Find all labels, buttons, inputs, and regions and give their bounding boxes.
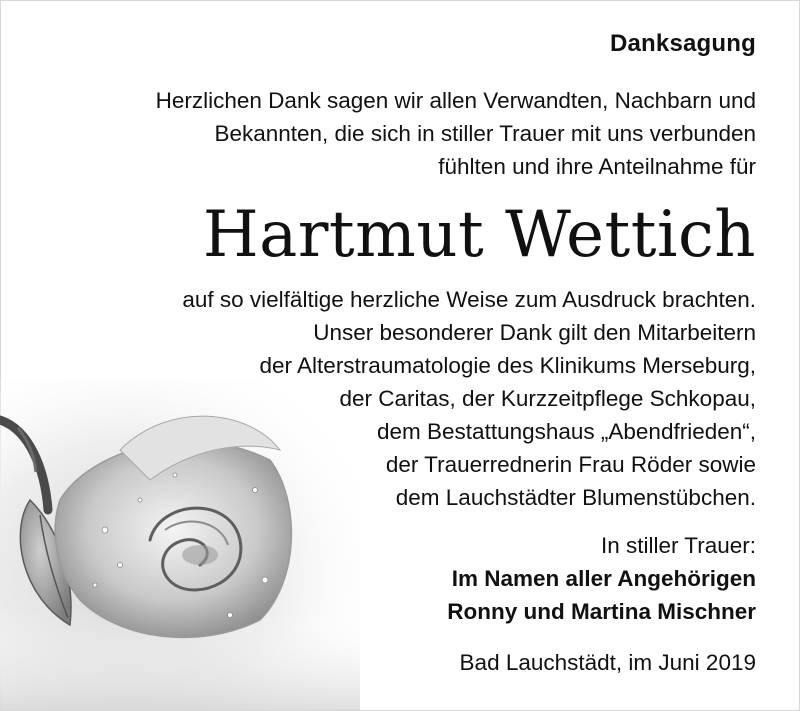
signature-label: In stiller Trauer: [600, 533, 756, 558]
intro-line: Herzlichen Dank sagen wir allen Verwandten, Nachbarn und [155, 88, 756, 113]
thanks-line: der Alterstraumatologie des Klinikums Merseburg, [259, 353, 756, 378]
thanks-line: dem Bestattungshaus „Abendfrieden“, [377, 419, 756, 444]
signature-line: Im Namen aller Angehörigen [451, 566, 756, 591]
intro-line: fühlten und ihre Anteilnahme für [438, 154, 756, 179]
thanks-line: dem Lauchstädter Blumenstübchen. [395, 485, 756, 510]
notice-heading: Danksagung [609, 30, 756, 57]
deceased-name: Hartmut Wettich [202, 198, 756, 272]
thanks-line: der Caritas, der Kurzzeitpflege Schkopau, [339, 386, 756, 411]
place-date: Bad Lauchstädt, im Juni 2019 [459, 650, 756, 675]
thanks-text [182, 283, 756, 514]
signature-line: Ronny und Martina Mischner [447, 599, 756, 624]
thanks-line: auf so vielfältige herzliche Weise zum Ausdruck brachten. [182, 287, 756, 312]
thanks-line: Unser besonderer Dank gilt den Mitarbeitern [313, 320, 756, 345]
intro-line: Bekannten, die sich in stiller Trauer mit uns verbunden [214, 121, 756, 146]
signature-block [447, 562, 756, 628]
thanks-line: der Trauerrednerin Frau Röder sowie [385, 452, 756, 477]
intro-text [156, 84, 756, 183]
